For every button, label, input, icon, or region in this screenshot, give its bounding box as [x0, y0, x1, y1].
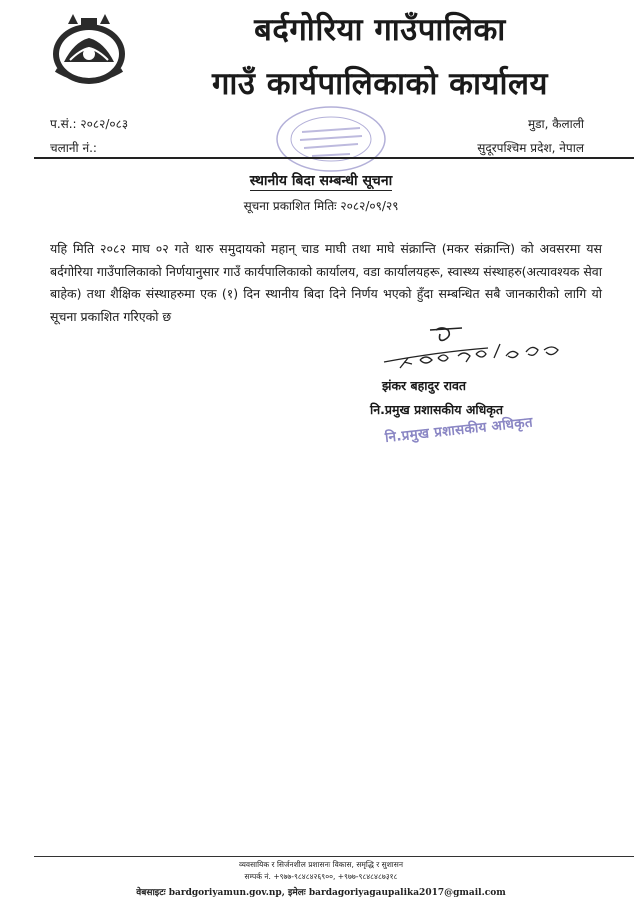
patra-sankhya: प.सं.: २०८२/०८३ [50, 117, 129, 131]
header-divider [34, 157, 634, 159]
footer-contact: सम्पर्क नं. +९७७-९८४८४२६९००, +९७७-९८४८४८७३१८ [244, 872, 398, 881]
address-line-1: मुडा, कैलाली [527, 117, 584, 131]
notice-body: यहि मिति २०८२ माघ ०२ गते थारु समुदायको महान् चाड माघी तथा माघे संक्रान्ति (मकर संक्रान्ति) को अवसरमा यस बर्दगोरिया गाउँपालिकाको निर्णयानुसार गाउँ कार्यपालिकाको कार्यालय, वडा कार्यालयहरू, स्वास्थ्य संस्थाहरु(अत्यावश्यक सेवा बाहेक) तथा शैक्षिक संस्थाहरुमा एक (१) दिन स्थानीय बिदा दिने निर्णय भएको हुँदा सम्बन्धित सबै जानकारीको लागि यो सूचना प्रकाशित गरिएको छ [50, 241, 602, 324]
footer-divider [34, 856, 634, 857]
handwritten-signature [378, 322, 574, 374]
office-seal-stamp [272, 104, 390, 174]
designation-stamp: नि.प्रमुख प्रशासकीय अधिकृत [384, 414, 534, 446]
notice-title [0, 172, 642, 190]
notice-title-text: स्थानीय बिदा सम्बन्धी सूचना [249, 173, 393, 189]
footer-web-email: वेबसाइटः bardgoriyamun.gov.np, इमेलः bardagoriyagaupalika2017@gmail.com [136, 888, 506, 898]
nepal-emblem-logo [48, 10, 130, 86]
footer-motto: व्यवसायिक र सिर्जनशील प्रशासनः विकास, समृद्धि र सुशासन [238, 860, 403, 869]
signatory-designation: नि.प्रमुख प्रशासकीय अधिकृत [370, 402, 504, 417]
letterhead-title: बर्दगोरिया गाउँपालिका [254, 12, 506, 48]
address-line-2: सुदूरपश्चिम प्रदेश, नेपाल [477, 141, 584, 155]
chalani-number: चलानी नं.: [50, 141, 97, 155]
signatory-name: झंकर बहादुर रावत [382, 378, 467, 393]
notice-published-date: सूचना प्रकाशित मितिः २०८२/०९/२९ [243, 199, 399, 213]
letterhead-subtitle: गाउँ कार्यपालिकाको कार्यालय [211, 66, 549, 102]
